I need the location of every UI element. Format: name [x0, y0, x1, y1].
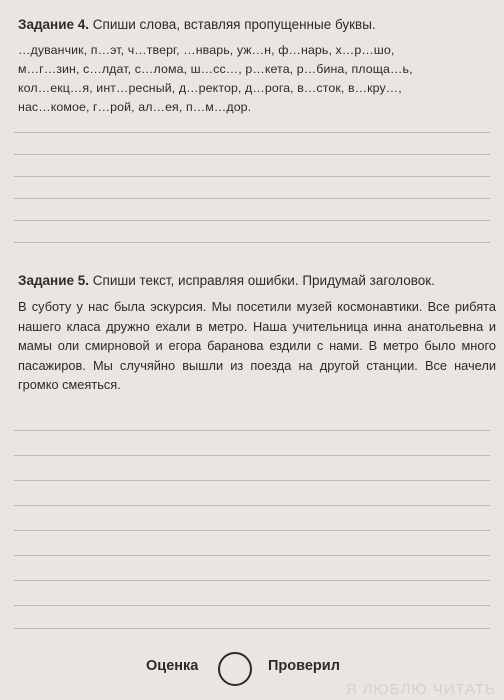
grade-label: Оценка [146, 658, 199, 674]
word-row: кол…екц…я, инт…ресный, д…ректор, д…рога, в…сток, в…кру…, [18, 81, 402, 95]
page-footer [0, 648, 504, 700]
writing-line [14, 480, 490, 481]
task-5-text: В суботу у нас была эскурсия. Мы посетили музей космонавтики. Все рибята нашего класа дружно ехали в метро. Наша учительница инна анатольевна и мамы оли смирновой и егора баранова ездили с нами. В метро было много пасажиров. Мы случяйно вышли из поезда на другой станции. Все начели громко смеяться. [18, 299, 496, 393]
word-row: нас…комое, г…рой, ал…ея, п…м…дор. [18, 100, 252, 114]
writing-line [14, 605, 490, 606]
writing-line [14, 555, 490, 556]
writing-line [14, 242, 490, 243]
writing-line [14, 505, 490, 506]
writing-line [14, 220, 490, 221]
grade-circle [218, 652, 252, 686]
task-5-heading [18, 272, 496, 290]
task-4-label: Задание 4. [18, 17, 90, 32]
task-5 [18, 272, 496, 395]
word-row: …дуванчик, п…эт, ч…тверг, …нварь, уж…н, ф…нарь, х…р…шо, [18, 43, 395, 57]
task-4 [18, 16, 496, 117]
writing-line [14, 198, 490, 199]
watermark: Я ЛЮБЛЮ ЧИТАТЬ [345, 681, 496, 698]
task-4-instruction: Спиши слова, вставляя пропущенные буквы. [92, 17, 376, 32]
task-5-label: Задание 5. [18, 273, 90, 288]
task-4-word-list [18, 41, 496, 117]
writing-line [14, 132, 490, 133]
task-5-instruction: Спиши текст, исправляя ошибки. Придумай заголовок. [92, 273, 435, 288]
writing-line [14, 628, 490, 629]
writing-line [14, 455, 490, 456]
writing-line [14, 530, 490, 531]
writing-line [14, 154, 490, 155]
task-4-heading [18, 16, 496, 34]
word-row: м…г…зин, с…лдат, с…лома, ш…сс…, р…кета, р…бина, площа…ь, [18, 62, 413, 76]
writing-line [14, 430, 490, 431]
writing-line [14, 580, 490, 581]
writing-line [14, 176, 490, 177]
checked-label: Проверил [268, 658, 340, 674]
